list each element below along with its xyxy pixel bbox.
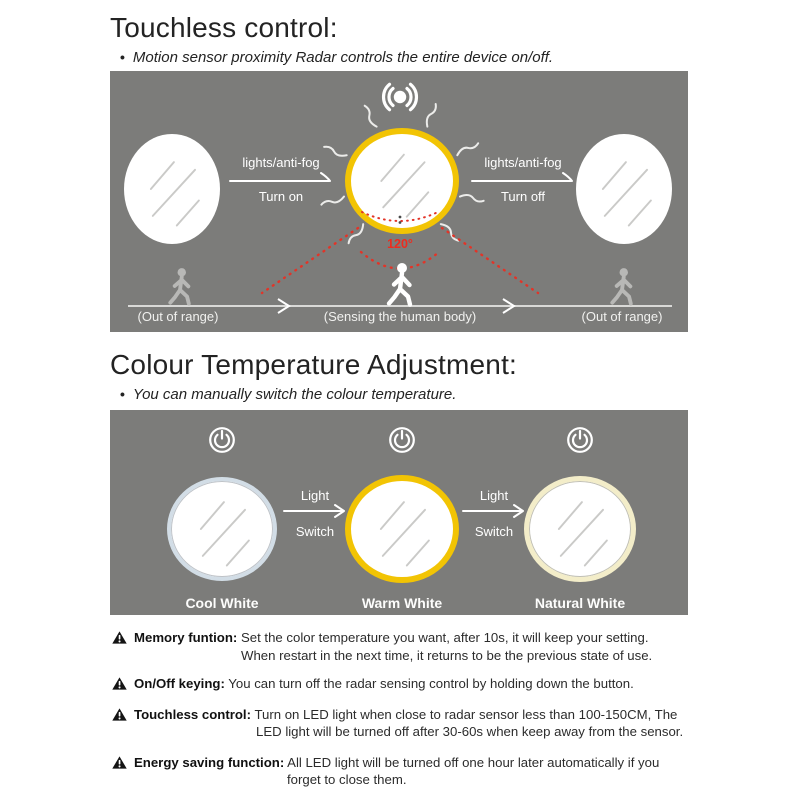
mirror-reflection xyxy=(576,134,672,244)
note-line2: forget to close them. xyxy=(287,772,407,787)
bullet-colour-temp xyxy=(120,386,456,403)
note-line2: When restart in the next time, it returns to be the previous state of use. xyxy=(241,647,653,663)
walker-icon-left xyxy=(170,268,188,303)
note-text: Turn on LED light when close to radar sensor less than 100-150CM, The xyxy=(254,706,678,722)
note-text: You can turn off the radar sensing control by holding down the button. xyxy=(228,676,634,691)
bullet-text: You can manually switch the colour temperature. xyxy=(132,386,457,403)
arrow-light-switch-2 xyxy=(461,488,527,539)
arrow-label-bottom: Switch xyxy=(295,524,335,539)
caption-natural-white: Natural White xyxy=(534,595,626,611)
bullet-text: Motion sensor proximity Radar controls the entire device on/off. xyxy=(132,49,554,66)
arrow-label-top: lights/anti-fog xyxy=(242,155,320,170)
mirror-natural-white xyxy=(524,476,636,582)
arrow-light-switch-1 xyxy=(282,488,348,539)
mirror-reflection xyxy=(124,134,220,244)
warning-icon xyxy=(112,677,127,690)
arrow-label-bottom: Switch xyxy=(474,524,514,539)
right-arrow-icon xyxy=(470,170,576,184)
power-button-icon xyxy=(565,425,595,455)
warning-icon xyxy=(112,631,127,644)
caption-warm-white: Warm White xyxy=(361,595,443,611)
note-label: Memory funtion: xyxy=(134,630,238,645)
section-title-touchless: Touchless control: xyxy=(110,12,338,43)
arrow-label-top: Light xyxy=(300,488,330,503)
mirror-reflection xyxy=(351,481,453,577)
note-onoff-keying xyxy=(110,675,730,693)
arrow-turn-on xyxy=(228,155,334,204)
note-line1 xyxy=(134,675,634,693)
note-text: Set the color temperature you want, after 10s, it will keep your setting. xyxy=(240,630,649,645)
note-energy-saving xyxy=(110,754,730,789)
warning-icon xyxy=(112,756,127,769)
angle-label: 120° xyxy=(387,237,413,251)
mirror-off-right xyxy=(576,134,672,244)
right-arrow-icon xyxy=(462,503,526,519)
bullet-touchless xyxy=(120,49,553,66)
radar-icon xyxy=(384,84,417,109)
bullet-marker: • xyxy=(120,49,125,65)
right-arrow-icon xyxy=(228,170,334,184)
walker-icon-center xyxy=(389,263,410,305)
note-line2: LED light will be turned off after 30-60s when keep away from the sensor. xyxy=(256,724,684,739)
section-title-colour-temp: Colour Temperature Adjustment: xyxy=(110,349,518,380)
note-line1 xyxy=(134,754,659,772)
bullet-marker: • xyxy=(120,386,125,402)
caption-out-of-range-right: (Out of range) xyxy=(581,309,663,324)
direction-chevron-icon xyxy=(278,299,289,313)
mirror-warm-white xyxy=(345,475,459,583)
note-label: On/Off keying: xyxy=(134,676,225,691)
arrow-label-bottom: Turn on xyxy=(258,189,304,204)
mirror-on-center xyxy=(345,128,459,234)
mirror-reflection xyxy=(351,134,453,228)
power-button-icon xyxy=(207,425,237,455)
note-line1 xyxy=(134,629,652,647)
warning-icon xyxy=(112,708,127,721)
arrow-label-top: lights/anti-fog xyxy=(484,155,562,170)
note-text: All LED light will be turned off one hour later automatically if you xyxy=(287,754,660,770)
colour-temp-panel xyxy=(110,410,688,615)
notes-section xyxy=(110,629,730,789)
note-touchless-control xyxy=(110,706,730,741)
note-memory-function xyxy=(110,629,730,664)
mirror-reflection xyxy=(171,481,273,577)
note-label: Touchless control: xyxy=(134,706,251,722)
touchless-diagram-panel xyxy=(110,71,688,332)
right-arrow-icon xyxy=(283,503,347,519)
mirror-off-left xyxy=(124,134,220,244)
note-line1 xyxy=(134,706,683,724)
power-button-icon xyxy=(387,425,417,455)
caption-sensing-body: (Sensing the human body) xyxy=(323,309,477,324)
arrow-turn-off xyxy=(470,155,576,204)
walker-icon-right xyxy=(612,268,630,303)
caption-cool-white: Cool White xyxy=(185,595,259,611)
arrow-label-top: Light xyxy=(479,488,509,503)
mirror-cool-white xyxy=(167,477,277,581)
arrow-label-bottom: Turn off xyxy=(500,189,546,204)
mirror-reflection xyxy=(529,481,631,577)
caption-out-of-range-left: (Out of range) xyxy=(137,309,219,324)
note-label: Energy saving function: xyxy=(134,754,285,770)
